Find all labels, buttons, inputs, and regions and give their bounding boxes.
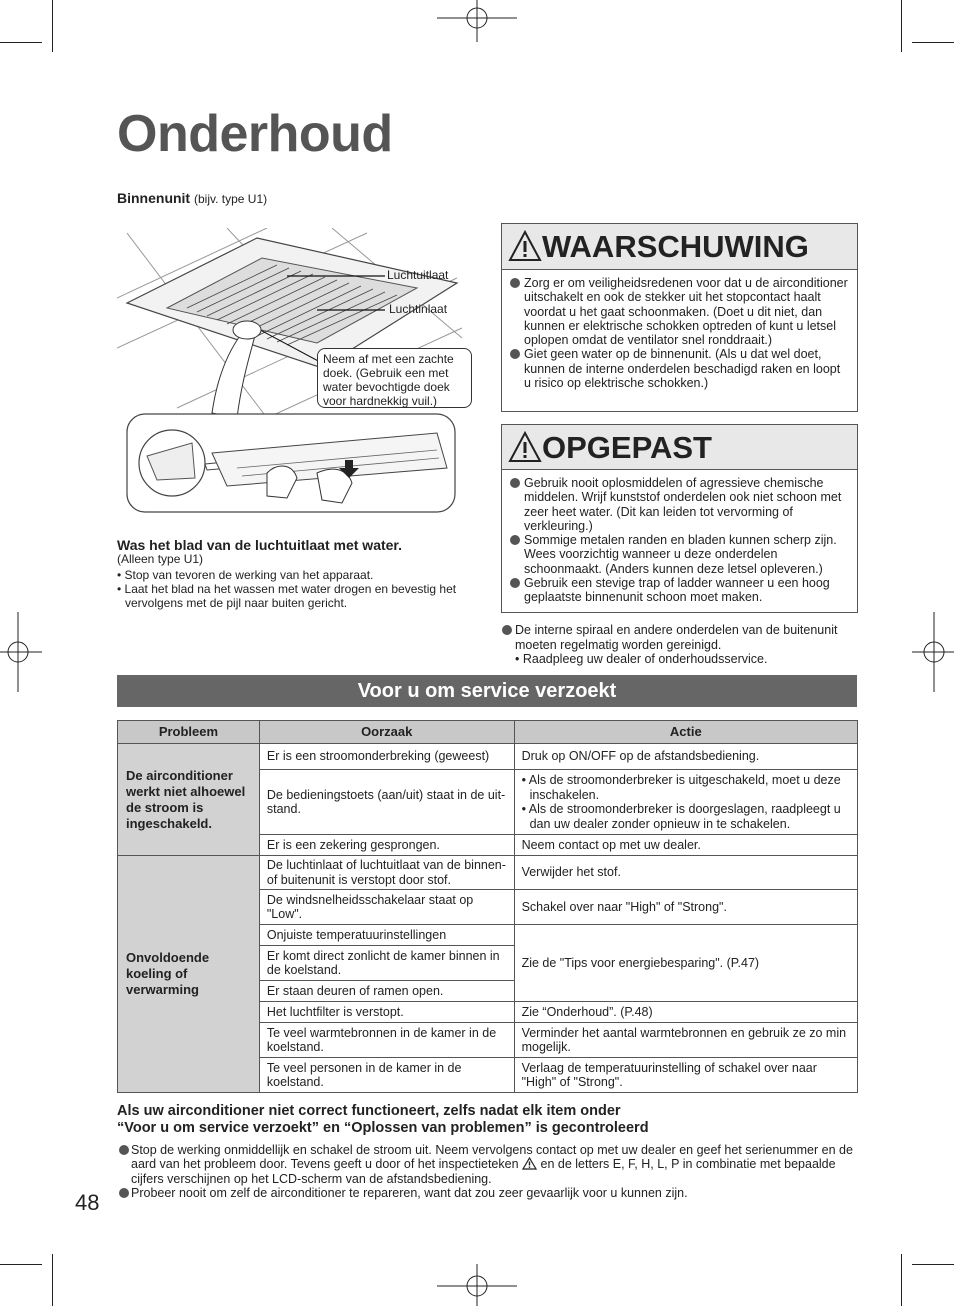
action-cell: Verwijder het stof.	[514, 856, 857, 890]
bullet-icon	[510, 478, 520, 488]
crop-mark	[52, 1254, 53, 1306]
cause-cell: De windsnelheidsschakelaar staat op "Low".	[259, 890, 514, 925]
crop-mark	[912, 1264, 954, 1265]
crop-mark	[0, 42, 42, 43]
bullet-icon	[510, 278, 520, 288]
malfunction-title	[117, 1103, 649, 1137]
crop-mark	[912, 42, 954, 43]
header-actie: Actie	[514, 721, 857, 744]
malfunction-item: Probeer nooit om zelf de airconditioner te repareren, want dat zou zeer gevaarlijk voor u kunnen zijn.	[131, 1185, 688, 1200]
action-cell: Schakel over naar "High" of "Strong".	[514, 890, 857, 925]
wash-title: Was het blad van de luchtuitlaat met water.	[117, 537, 402, 553]
cause-cell: Er is een zekering gesprongen.	[259, 835, 514, 856]
cause-cell: Er staan deuren of ramen open.	[259, 981, 514, 1002]
warning-triangle-icon	[508, 431, 542, 463]
list-item: • Laat het blad na het wassen met water drogen en bevestig het vervolgens met de pijl naar buiten gericht.	[117, 582, 457, 610]
list-item: • Als de stroomonderbreker is doorgeslagen, raadpleegt u dan uw dealer zonder opnieuw in te schakelen.	[521, 802, 841, 831]
callout-inlet: Luchtinlaat	[389, 302, 448, 316]
caution-box	[501, 424, 858, 613]
page-title: Onderhoud	[117, 105, 393, 163]
list-item	[510, 476, 849, 533]
list-item	[117, 1143, 857, 1186]
caution-header	[502, 425, 857, 470]
wash-list	[117, 568, 487, 610]
warning-header	[502, 224, 857, 270]
indoor-unit-illustration	[117, 228, 477, 518]
bullet-icon	[119, 1188, 129, 1198]
crop-mark	[901, 0, 902, 52]
cause-cell: De bedieningstoets (aan/uit) staat in de uit-stand.	[259, 770, 514, 835]
inspection-warning-icon	[522, 1157, 537, 1170]
problem-cell: De airconditioner werkt niet alhoewel de stroom is ingeschakeld.	[118, 744, 260, 856]
warning-title: WAARSCHUWING	[542, 229, 809, 264]
callout-cloth-note: Neem af met een zachte doek. (Gebruik een met water bevochtigde doek voor hardnekkig vuil.)	[317, 348, 472, 408]
bullet-icon	[119, 1145, 129, 1155]
header-probleem: Probleem	[118, 721, 260, 744]
table-row	[118, 856, 858, 890]
action-cell: Zie “Onderhoud”. (P.48)	[514, 1002, 857, 1023]
malfunction-item-part1: Stop de werking onmiddellijk en schakel de stroom uit. Neem vervolgens contact op met uw dealer en geef het serienummer en de aard van het probleem door. Tevens geeft u door of het inspectieteken	[131, 1143, 853, 1172]
list-item	[117, 1186, 857, 1200]
table-header-row	[118, 721, 858, 744]
service-banner: Voor u om service verzoekt	[117, 675, 857, 707]
cause-cell: Er is een stroomonderbreking (geweest)	[259, 744, 514, 770]
action-list	[522, 773, 850, 831]
caution-item: Gebruik nooit oplosmiddelen of agressieve chemische middelen. Wrijf kunststof onderdelen ook niet schoon met zeer heet water. (Dit kan leiden tot vervorming of verkleuring.)	[524, 476, 842, 533]
bullet-icon	[510, 578, 520, 588]
list-item	[510, 533, 849, 576]
cause-cell: Te veel personen in de kamer in de koelstand.	[259, 1058, 514, 1093]
cause-cell: Het luchtfilter is verstopt.	[259, 1002, 514, 1023]
caution-title: OPGEPAST	[542, 430, 712, 465]
action-cell: Verlaag de temperatuurinstelling of schakel over naar "High" of "Strong".	[514, 1058, 857, 1093]
list-item	[510, 347, 849, 390]
action-cell: Druk op ON/OFF op de afstandsbediening.	[514, 744, 857, 770]
registration-mark	[0, 612, 42, 692]
action-cell: Verminder het aantal warmtebronnen en gebruik ze zo min mogelijk.	[514, 1023, 857, 1058]
bullet-icon	[510, 349, 520, 359]
spiral-note	[502, 623, 857, 667]
callout-outlet: Luchtuitlaat	[387, 268, 449, 282]
list-item	[510, 576, 849, 605]
indoor-unit-title: Binnenunit	[117, 190, 191, 206]
registration-mark	[437, 1264, 517, 1306]
crop-mark	[52, 0, 53, 52]
cause-cell: De luchtinlaat of luchtuitlaat van de binnen- of buitenunit is verstopt door stof.	[259, 856, 514, 890]
bullet-icon	[502, 625, 512, 635]
crop-mark	[901, 1254, 902, 1306]
warning-list	[502, 270, 857, 390]
action-cell: Zie de "Tips voor energiebesparing". (P.47)	[514, 925, 857, 1002]
malfunction-list	[117, 1143, 857, 1200]
warning-triangle-icon	[508, 230, 542, 262]
list-item	[510, 276, 849, 347]
list-item: • Stop van tevoren de werking van het apparaat.	[117, 568, 374, 582]
cause-cell: Te veel warmtebronnen in de kamer in de koelstand.	[259, 1023, 514, 1058]
spiral-sub: • Raadpleeg uw dealer of onderhoudsservice.	[515, 652, 768, 666]
warning-item: Zorg er om veiligheidsredenen voor dat u de airconditioner uitschakelt en ook de stekker uit het stopcontact haalt voordat u het gaat schoonmaken. (Doet u dit niet, dan kunnen er elektrische schokken optreden of kunt u letsel oplopen omdat de ventilator snel ronddraait.)	[524, 276, 848, 348]
service-table	[117, 720, 858, 1093]
spiral-text: De interne spiraal en andere onderdelen van de buitenunit moeten regelmatig worden gereinigd.	[515, 623, 838, 652]
problem-cell: Onvoldoende koeling of verwarming	[118, 856, 260, 1093]
indoor-unit-note: (bijv. type U1)	[194, 192, 268, 206]
caution-item: Gebruik een stevige trap of ladder wanneer u een hoog geplaatste binnenunit schoon moet maken.	[524, 576, 830, 605]
warning-item: Giet geen water op de binnenunit. (Als u dat wel doet, kunnen de interne onderdelen beschadigd raken en loopt u risico op elektrische schokken.)	[524, 347, 841, 391]
action-cell: Neem contact op met uw dealer.	[514, 835, 857, 856]
table-row	[118, 744, 858, 770]
header-oorzaak: Oorzaak	[259, 721, 514, 744]
caution-item: Sommige metalen randen en bladen kunnen scherp zijn. Wees voorzichtig wanneer u deze onderdelen schoonmaakt. (Anders kunnen deze letsel opleveren.)	[524, 533, 837, 576]
page-number: 48	[75, 1190, 100, 1215]
cause-cell: Er komt direct zonlicht de kamer binnen in de koelstand.	[259, 946, 514, 981]
malfunction-item-part2: en de letters E, F, H, L, P in combinatie met bepaalde cijfers verschijnen op het LCD-scherm van de afstandsbediening.	[131, 1157, 836, 1186]
crop-mark	[0, 1264, 42, 1265]
indoor-unit-label	[117, 190, 267, 206]
registration-mark	[912, 612, 954, 692]
caution-list	[502, 470, 857, 605]
registration-mark	[437, 0, 517, 42]
warning-box	[501, 223, 858, 412]
malfunction-title-line2: “Voor u om service verzoekt” en “Oplossen van problemen” is gecontroleerd	[117, 1120, 649, 1136]
bullet-icon	[510, 535, 520, 545]
cause-cell: Onjuiste temperatuurinstellingen	[259, 925, 514, 946]
list-item: • Als de stroomonderbreker is uitgeschakeld, moet u deze inschakelen.	[521, 773, 841, 802]
malfunction-title-line1: Als uw airconditioner niet correct functioneert, zelfs nadat elk item onder	[117, 1103, 621, 1119]
action-cell	[514, 770, 857, 835]
wash-subtitle: (Alleen type U1)	[117, 552, 204, 566]
